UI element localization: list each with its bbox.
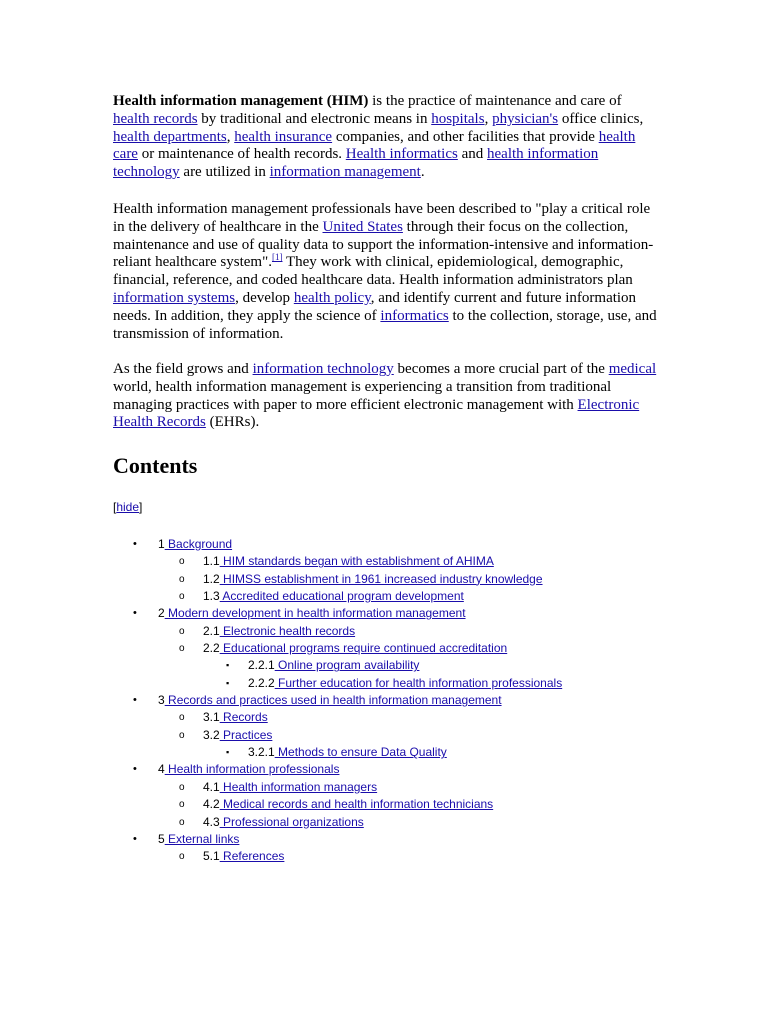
toc-link[interactable]: Practices xyxy=(219,727,273,742)
toc-bullet-icon: ▪ xyxy=(226,660,230,671)
text-run: , develop xyxy=(235,289,294,306)
toc-bullet-icon: • xyxy=(133,832,137,845)
toc-bullet-icon: o xyxy=(179,712,185,724)
toc-item xyxy=(0,779,768,796)
toc-entry xyxy=(203,588,464,605)
toc-link[interactable]: Modern development in health information management xyxy=(164,606,466,621)
toc-bullet-icon: o xyxy=(179,781,185,793)
toc-item xyxy=(0,675,768,692)
toc-entry xyxy=(248,675,562,692)
toc-item xyxy=(0,605,768,622)
toc-bullet-icon: o xyxy=(179,556,185,568)
hide-toggle-line xyxy=(113,498,142,516)
text-run: As the field grows and xyxy=(113,361,253,377)
hide-toc-link[interactable]: hide xyxy=(116,500,140,514)
toc-number: 1.3 xyxy=(203,589,220,604)
toc-number: 2.2.2 xyxy=(248,675,275,690)
toc-entry xyxy=(203,779,377,796)
inline-link[interactable]: United States xyxy=(322,218,403,235)
toc-bullet-icon: o xyxy=(179,591,185,603)
toc-link[interactable]: References xyxy=(219,849,285,864)
toc-number: 4.3 xyxy=(203,814,220,829)
toc-entry xyxy=(158,536,232,553)
toc-item xyxy=(0,848,768,865)
toc-bullet-icon: • xyxy=(133,607,137,620)
toc-link[interactable]: Methods to ensure Data Quality xyxy=(274,745,447,760)
toc-bullet-icon: ▪ xyxy=(226,677,230,688)
inline-link[interactable]: information technology xyxy=(252,361,394,377)
toc-item xyxy=(0,657,768,674)
toc-entry xyxy=(248,744,447,761)
text-run: to the collection, storage, use, and transmission of information. xyxy=(113,307,657,342)
toc-link[interactable]: Accredited educational program development xyxy=(219,589,464,604)
text-run: , xyxy=(226,128,235,145)
toc-item xyxy=(0,588,768,605)
toc-number: 5 xyxy=(158,831,165,846)
toc-bullet-icon: ▪ xyxy=(226,747,230,758)
inline-link[interactable]: health insurance xyxy=(234,128,333,145)
toc-item xyxy=(0,623,768,640)
toc-link[interactable]: Records and practices used in health information management xyxy=(164,693,502,708)
text-run: companies, and other facilities that provide xyxy=(332,128,599,145)
toc-entry xyxy=(158,605,466,622)
toc-number: 2 xyxy=(158,606,165,621)
inline-link[interactable]: health records xyxy=(113,110,198,127)
toc-entry xyxy=(203,848,284,865)
toc-link[interactable]: Records xyxy=(219,710,268,725)
toc-link[interactable]: Educational programs require continued accreditation xyxy=(219,641,508,656)
toc-number: 3.2 xyxy=(203,727,220,742)
text-run: , xyxy=(484,110,493,127)
toc-entry xyxy=(203,796,493,813)
toc-item xyxy=(0,796,768,813)
text-run: becomes a more crucial part of the xyxy=(393,361,609,377)
text-run: or maintenance of health records. xyxy=(137,146,346,163)
toc-bullet-icon: • xyxy=(133,694,137,707)
text-run: world, health information management is experiencing a transition from traditional managing practices with paper to more efficient electronic management with xyxy=(113,378,612,413)
toc-number: 4 xyxy=(158,762,165,777)
inline-link[interactable]: [1] xyxy=(271,252,283,263)
toc-link[interactable]: Background xyxy=(164,537,233,551)
toc-link[interactable]: Medical records and health information technicians xyxy=(219,797,494,812)
toc-item xyxy=(0,640,768,657)
toc-number: 2.2 xyxy=(203,641,220,656)
toc-entry xyxy=(203,571,543,588)
text-run: and xyxy=(457,146,488,163)
toc-link[interactable]: Online program availability xyxy=(274,658,420,673)
toc-entry xyxy=(203,553,494,570)
text-run: by traditional and electronic means in xyxy=(197,110,432,127)
bracket-close: ] xyxy=(139,500,143,514)
toc-bullet-icon: o xyxy=(179,573,185,585)
toc-number: 1.1 xyxy=(203,554,220,569)
inline-link[interactable]: informatics xyxy=(380,307,449,324)
inline-link[interactable]: information systems xyxy=(113,289,236,306)
text-run: Health information management professionals have been described to "play a critical role in the delivery of healthcare in the xyxy=(113,201,651,235)
text-run: They work with clinical, epidemiological, demographic, financial, reference, and coded healthcare data. Health information administrators plan xyxy=(113,254,633,289)
toc-entry xyxy=(203,709,268,726)
toc-entry xyxy=(203,623,355,640)
toc-item xyxy=(0,831,768,848)
professionals-paragraph xyxy=(113,201,658,343)
toc-number: 2.2.1 xyxy=(248,658,275,673)
toc-entry xyxy=(248,657,419,674)
toc-bullet-icon: o xyxy=(179,625,185,637)
text-run: office clinics, xyxy=(558,110,644,127)
toc-entry xyxy=(203,727,272,744)
toc-entry xyxy=(203,640,507,657)
inline-link[interactable]: medical xyxy=(608,361,657,377)
toc-item xyxy=(0,761,768,778)
toc-item xyxy=(0,692,768,709)
inline-link[interactable]: Health informatics xyxy=(345,146,458,163)
text-run: through their focus on the collection, maintenance and use of quality data to support the information-intensive and information-reliant healthcare system". xyxy=(113,218,654,271)
toc-bullet-icon: o xyxy=(179,643,185,655)
toc-item xyxy=(0,571,768,588)
inline-link[interactable]: Electronic Health Records xyxy=(113,396,640,431)
inline-link[interactable]: physician's xyxy=(492,110,559,127)
toc-link[interactable]: External links xyxy=(164,831,240,846)
text-run: (EHRs). xyxy=(205,414,260,431)
toc-link[interactable]: Professional organizations xyxy=(219,814,364,829)
text-run: , and identify current and future information needs. In addition, they apply the science of xyxy=(113,289,637,324)
toc-item xyxy=(0,727,768,744)
bracket-open: [ xyxy=(113,500,117,514)
toc-bullet-icon: o xyxy=(179,816,185,828)
toc-number: 3.2.1 xyxy=(248,745,275,760)
toc-entry xyxy=(203,814,364,831)
toc-bullet-icon: • xyxy=(133,763,137,776)
toc-number: 3 xyxy=(158,693,165,708)
intro-paragraph xyxy=(113,93,658,182)
inline-link[interactable]: hospitals xyxy=(431,110,485,127)
toc-link[interactable]: Health information professionals xyxy=(164,762,340,777)
toc-bullet-icon: • xyxy=(133,538,137,550)
toc-link[interactable]: HIMSS establishment in 1961 increased industry knowledge xyxy=(219,571,543,586)
toc-number: 5.1 xyxy=(203,849,220,864)
toc-item xyxy=(0,709,768,726)
toc-bullet-icon: o xyxy=(179,851,185,863)
toc-bullet-icon: o xyxy=(179,799,185,811)
text-run: is the practice of maintenance and care of xyxy=(368,93,622,109)
toc-number: 4.1 xyxy=(203,779,220,794)
toc-item xyxy=(0,744,768,761)
contents-heading: Contents xyxy=(113,453,198,478)
toc-number: 2.1 xyxy=(203,623,220,638)
toc-item xyxy=(0,536,768,553)
toc-entry xyxy=(158,831,239,848)
inline-link[interactable]: information management xyxy=(269,164,421,181)
toc-link[interactable]: Further education for health information professionals xyxy=(274,675,563,690)
toc-number: 1.2 xyxy=(203,571,220,586)
toc-link[interactable]: HIM standards began with establishment of AHIMA xyxy=(219,554,494,569)
toc-bullet-icon: o xyxy=(179,729,185,741)
inline-link[interactable]: health care xyxy=(113,128,636,163)
toc-entry xyxy=(158,761,339,778)
inline-link[interactable]: health policy xyxy=(293,289,371,306)
table-of-contents xyxy=(0,536,768,866)
toc-link[interactable]: Health information managers xyxy=(219,779,378,794)
inline-link[interactable]: health information technology xyxy=(113,146,599,181)
toc-number: 3.1 xyxy=(203,710,220,725)
bold-term: Health information management (HIM) xyxy=(113,93,369,109)
transition-paragraph xyxy=(113,361,658,432)
inline-link[interactable]: health departments xyxy=(113,128,227,145)
toc-number: 1 xyxy=(158,537,165,551)
text-run: are utilized in xyxy=(179,164,270,181)
toc-entry xyxy=(158,692,502,709)
citation-superscript xyxy=(272,252,283,262)
toc-number: 4.2 xyxy=(203,797,220,812)
toc-link[interactable]: Electronic health records xyxy=(219,623,356,638)
toc-item xyxy=(0,553,768,570)
text-run: . xyxy=(420,164,425,181)
toc-item xyxy=(0,814,768,831)
